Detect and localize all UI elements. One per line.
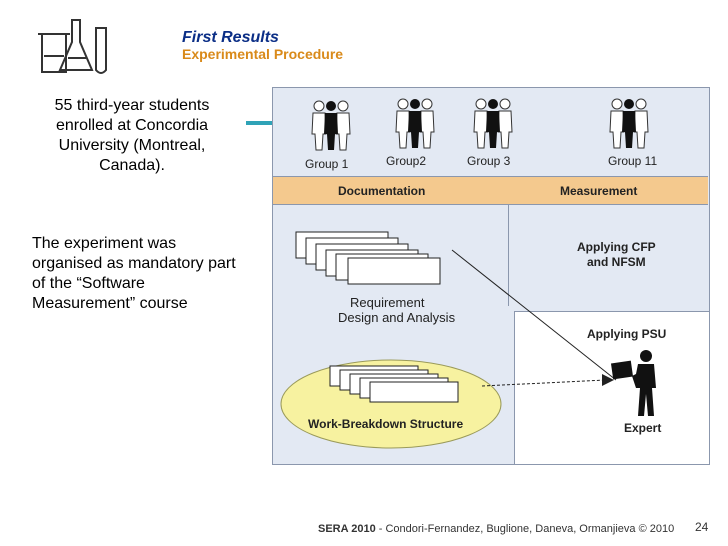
page-number: 24 xyxy=(695,520,709,534)
group-11-icon xyxy=(610,99,648,148)
group-2-label: Group2 xyxy=(386,154,427,168)
footer-authors: - Condori-Fernandez, Buglione, Daneva, Ormanjieva © 2010 xyxy=(375,523,675,535)
documentation-label: Documentation xyxy=(338,184,426,198)
students-text: 55 third-year students enrolled at Concordia University (Montreal, Canada). xyxy=(54,97,210,174)
requirement-label-line2: Design and Analysis xyxy=(338,310,456,325)
applying-cfp-line1: Applying CFP xyxy=(577,240,656,254)
group-11-label: Group 11 xyxy=(608,154,658,168)
measurement-label: Measurement xyxy=(560,184,638,198)
requirement-label-line1: Requirement xyxy=(350,295,425,310)
wbs-label: Work-Breakdown Structure xyxy=(308,417,464,431)
lab-glassware-icon xyxy=(30,12,120,82)
slide-subtitle: Experimental Procedure xyxy=(182,46,344,62)
experiment-text: The experiment was organised as mandatory part of the “Software Measurement” course xyxy=(32,235,236,312)
group-3-label: Group 3 xyxy=(467,154,511,168)
group-3-icon xyxy=(474,99,512,148)
slide-title: First Results xyxy=(182,29,279,46)
group-1-label: Group 1 xyxy=(305,157,349,171)
groups-people-icons xyxy=(305,96,685,158)
applying-psu-label: Applying PSU xyxy=(587,327,667,341)
applying-cfp-line2: and NFSM xyxy=(587,255,646,269)
expert-icon xyxy=(606,348,676,424)
expert-label: Expert xyxy=(624,421,662,435)
footer-conference: SERA 2010 xyxy=(318,523,376,535)
group-1-icon xyxy=(312,101,350,150)
footer-citation xyxy=(318,523,674,535)
group-2-icon xyxy=(396,99,434,148)
